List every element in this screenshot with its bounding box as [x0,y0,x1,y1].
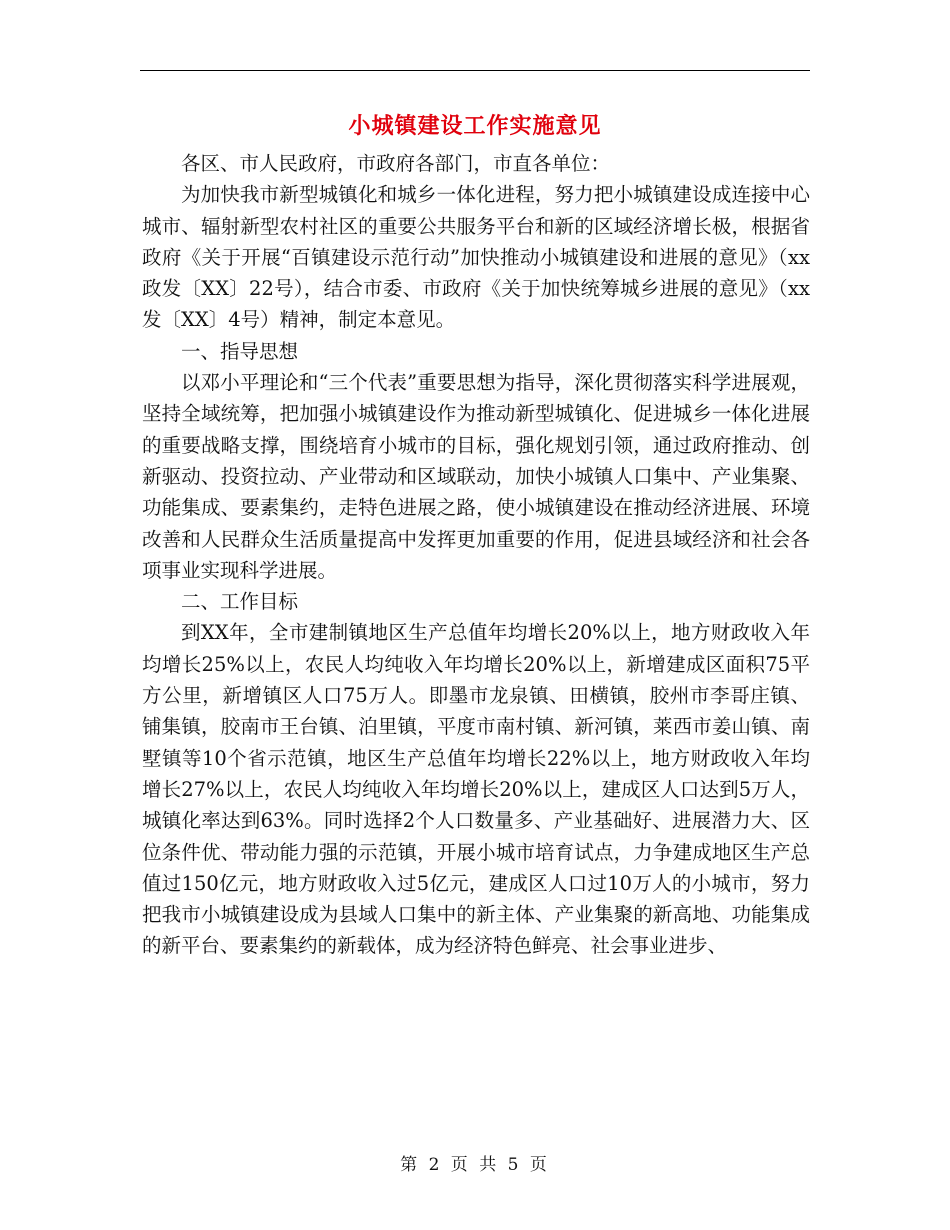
section-heading-work-goals: 二、工作目标 [181,590,299,614]
intro-paragraph: 为加快我市新型城镇化和城乡一体化进程，努力把小城镇建设成连接中心城市、辐射新型农村社区的重要公共服务平台和新的区域经济增长极，根据省政府《关于开展“百镇建设示范行动”加快推动小城镇建设和进展的意见》（xx政发〔XX〕22号），结合市委、市政府《关于加快统筹城乡进展的意见》（xx发〔XX〕4号）精神，制定本意见。 [142,183,810,332]
salutation: 各区、市人民政府，市政府各部门，市直各单位： [181,152,611,175]
header-rule [140,70,810,71]
section-body-guiding-ideology: 以邓小平理论和“三个代表”重要思想为指导，深化贯彻落实科学进展观，坚持全域统筹，把加强小城镇建设作为推动新型城镇化、促进城乡一体化进展的重要战略支撑，围绕培育小城市的目标，强化规划引领，通过政府推动、创新驱动、投资拉动、产业带动和区域联动，加快小城镇人口集中、产业集聚、功能集成、要素集约，走特色进展之路，使小城镇建设在推动经济进展、环境改善和人民群众生活质量提高中发挥更加重要的作用，促进县域经济和社会各项事业实现科学进展。 [142,371,810,582]
section-heading-guiding-ideology: 一、指导思想 [181,339,299,363]
section-body-work-goals: 到XX年，全市建制镇地区生产总值年均增长20%以上，地方财政收入年均增长25%以上，农民人均纯收入年均增长20%以上，新增建成区面积75平方公里，新增镇区人口75万人。即墨市龙泉镇、田横镇，胶州市李哥庄镇、铺集镇，胶南市王台镇、泊里镇，平度市南村镇、新河镇，莱西市姜山镇、南墅镇等10个省示范镇，地区生产总值年均增长22%以上，地方财政收入年均增长27%以上，农民人均纯收入年均增长20%以上，建成区人口达到5万人，城镇化率达到63%。同时选择2个人口数量多、产业基础好、进展潜力大、区位条件优、带动能力强的示范镇，开展小城市培育试点，力争建成地区生产总值过150亿元，地方财政收入过5亿元，建成区人口过10万人的小城市，努力把我市小城镇建设成为县域人口集中的新主体、产业集聚的新高地、功能集成的新平台、要素集约的新载体，成为经济特色鲜亮、社会事业进步、 [142,621,810,958]
page-number: 第 2 页 共 5 页 [400,1155,550,1175]
document-title: 小城镇建设工作实施意见 [348,113,602,139]
document-body [142,148,810,962]
